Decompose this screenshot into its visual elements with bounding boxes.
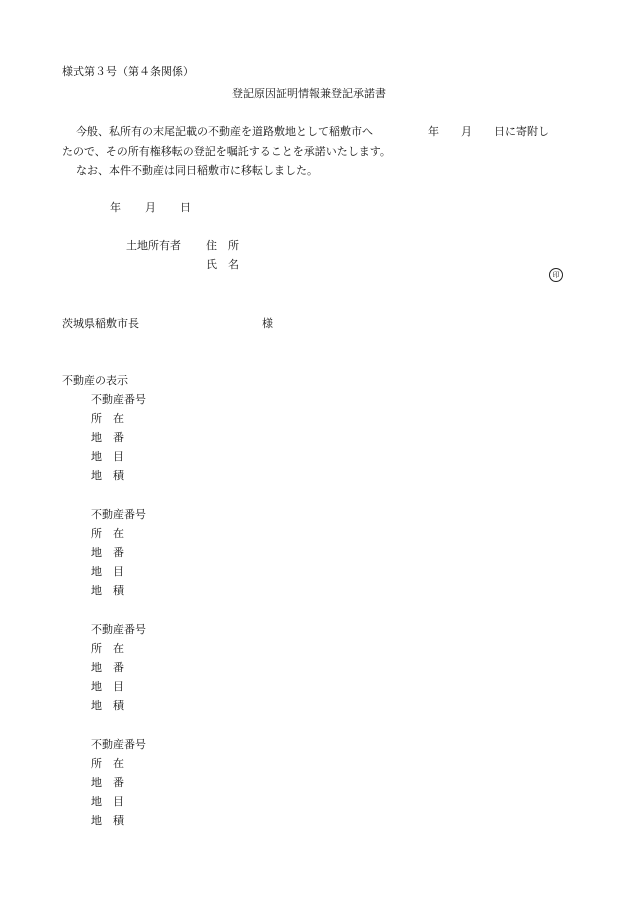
date-year-label: 年 <box>110 201 121 214</box>
lot-number-label: 地 番 <box>91 776 124 789</box>
property-number-label: 不動産番号 <box>91 393 146 406</box>
lot-number-label: 地 番 <box>91 431 124 444</box>
location-label: 所 在 <box>91 412 124 425</box>
property-number-label: 不動産番号 <box>91 508 146 521</box>
address-label: 住 所 <box>206 239 239 252</box>
lot-number-label: 地 番 <box>91 546 124 559</box>
lot-number-label: 地 番 <box>91 661 124 674</box>
date-month-label: 月 <box>145 201 156 214</box>
land-area-label: 地 積 <box>91 584 124 597</box>
land-category-label: 地 目 <box>91 795 124 808</box>
location-label: 所 在 <box>91 642 124 655</box>
property-heading: 不動産の表示 <box>62 374 128 387</box>
property-number-label: 不動産番号 <box>91 623 146 636</box>
location-label: 所 在 <box>91 757 124 770</box>
body-line-1: 今般、私所有の末尾記載の不動産を道路敷地として稲敷市へ 年 月 日に寄附し <box>76 125 549 138</box>
land-category-label: 地 目 <box>91 565 124 578</box>
name-label: 氏 名 <box>206 258 239 271</box>
property-number-label: 不動産番号 <box>91 738 146 751</box>
document-title: 登記原因証明情報兼登記承諾書 <box>232 87 386 100</box>
land-area-label: 地 積 <box>91 469 124 482</box>
land-area-label: 地 積 <box>91 814 124 827</box>
land-category-label: 地 目 <box>91 680 124 693</box>
addressee-name: 茨城県稲敷市長 <box>62 317 139 330</box>
land-area-label: 地 積 <box>91 699 124 712</box>
form-number: 様式第３号（第４条関係） <box>62 65 194 78</box>
location-label: 所 在 <box>91 527 124 540</box>
land-category-label: 地 目 <box>91 450 124 463</box>
owner-label: 土地所有者 <box>126 239 181 252</box>
body-line-3: なお、本件不動産は同日稲敷市に移転しました。 <box>76 164 318 177</box>
seal-mark: 印 <box>549 268 563 282</box>
body-line-2: たので、その所有権移転の登記を嘱託することを承諾いたします。 <box>62 145 391 158</box>
date-day-label: 日 <box>180 201 191 214</box>
addressee-honorific: 様 <box>262 317 273 330</box>
